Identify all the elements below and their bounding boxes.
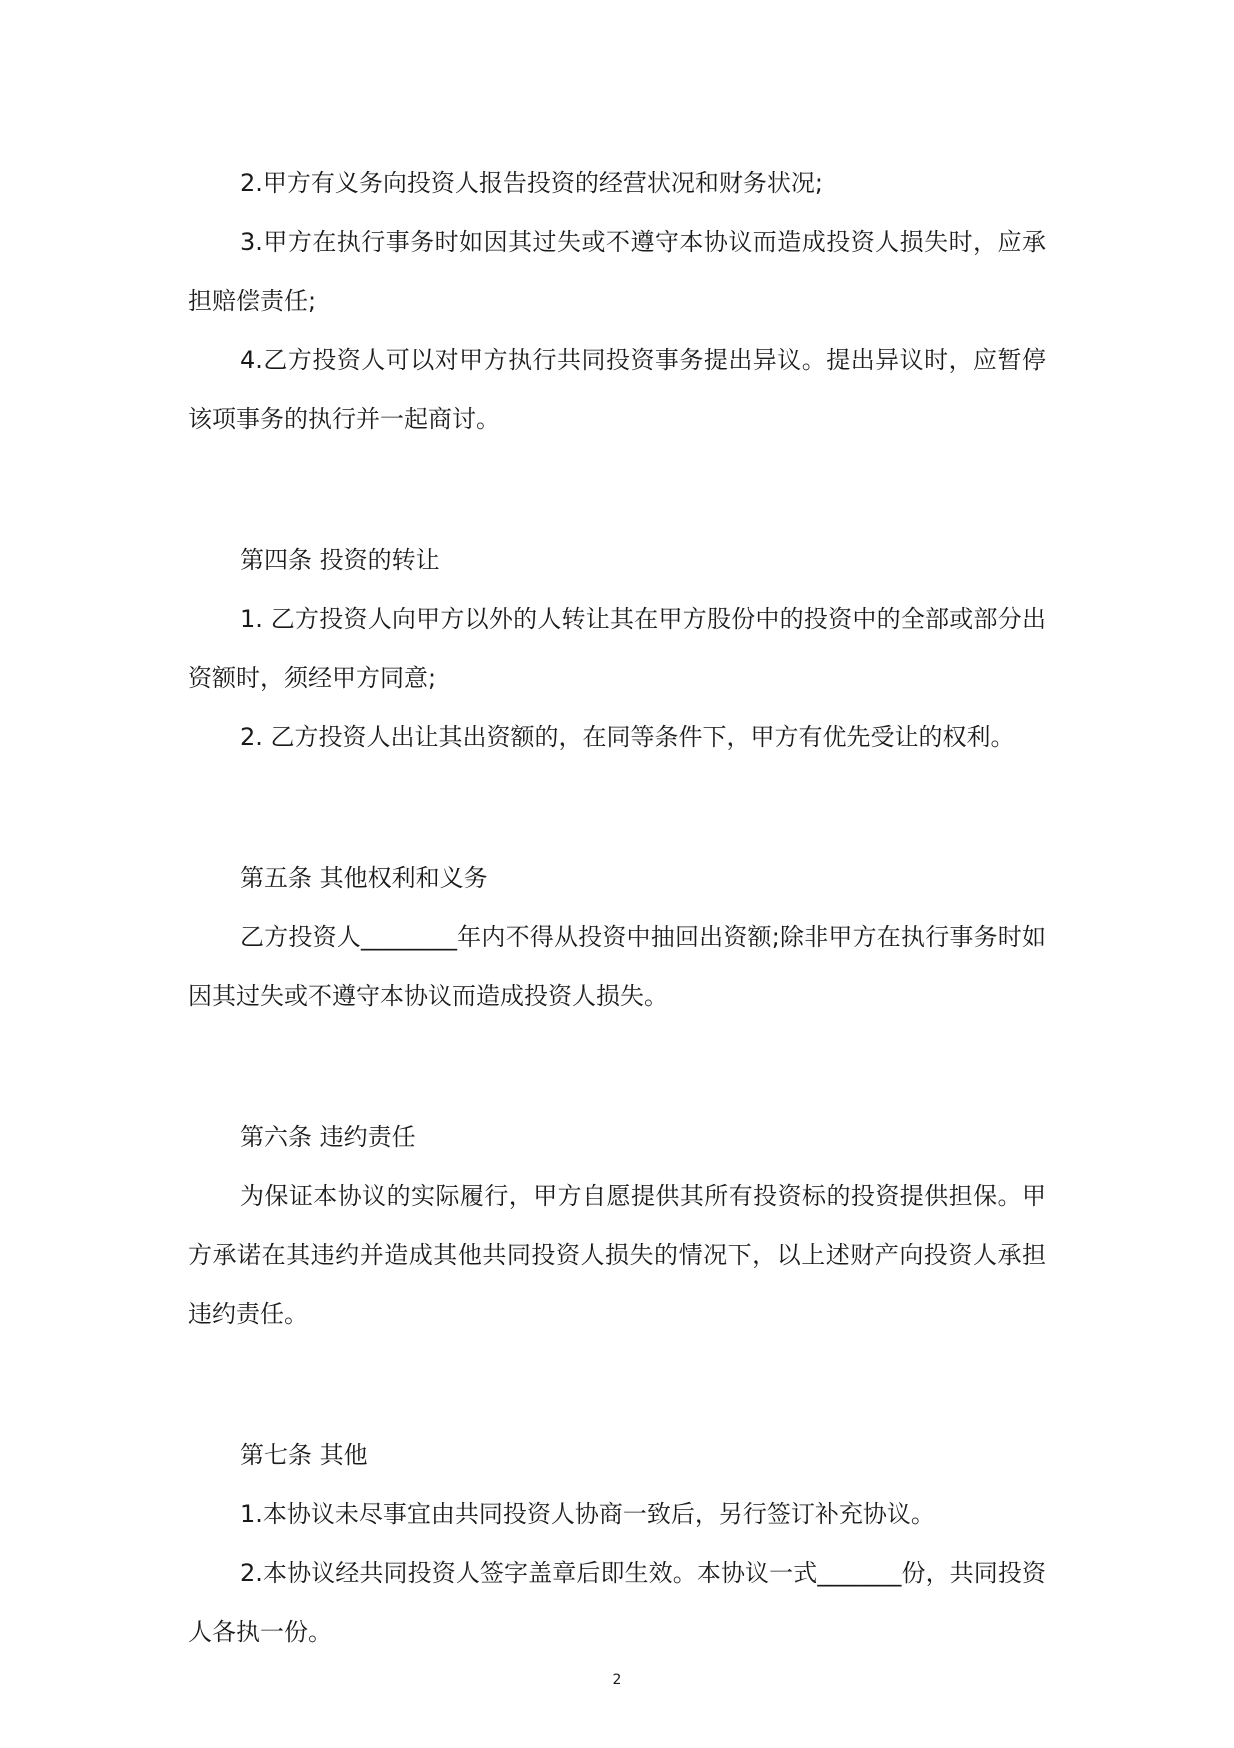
article-6-section bbox=[188, 1108, 1046, 1344]
article-7-heading: 第七条 其他 bbox=[240, 1441, 368, 1469]
article-7-item-2: 2.本协议经共同投资人签字盖章后即生效。本协议一式_______份，共同投资人各执一份。 bbox=[188, 1559, 1046, 1646]
article-4-item-2: 2. 乙方投资人出让其出资额的，在同等条件下，甲方有优先受让的权利。 bbox=[240, 723, 1015, 751]
article-3-item-2: 2.甲方有义务向投资人报告投资的经营状况和财务状况; bbox=[240, 169, 823, 197]
section-spacer bbox=[188, 1344, 1046, 1426]
article-5-section bbox=[188, 849, 1046, 1026]
article-3-item-4: 4.乙方投资人可以对甲方执行共同投资事务提出异议。提出异议时，应暂停该项事务的执行并一起商讨。 bbox=[188, 346, 1046, 433]
article-6-item-1: 为保证本协议的实际履行，甲方自愿提供其所有投资标的投资提供担保。甲方承诺在其违约并造成其他共同投资人损失的情况下，以上述财产向投资人承担违约责任。 bbox=[188, 1182, 1046, 1328]
article-5-heading: 第五条 其他权利和义务 bbox=[240, 864, 488, 892]
section-spacer bbox=[188, 1026, 1046, 1108]
section-spacer bbox=[188, 449, 1046, 531]
article-7-section bbox=[188, 1426, 1046, 1662]
article-5-item-1: 乙方投资人________年内不得从投资中抽回出资额;除非甲方在执行事务时如因其过失或不遵守本协议而造成投资人损失。 bbox=[188, 923, 1046, 1010]
article-7-item-1: 1.本协议未尽事宜由共同投资人协商一致后，另行签订补充协议。 bbox=[240, 1500, 935, 1528]
article-3-section bbox=[188, 154, 1046, 449]
article-4-heading: 第四条 投资的转让 bbox=[240, 546, 440, 574]
article-6-heading: 第六条 违约责任 bbox=[240, 1123, 416, 1151]
article-4-item-1: 1. 乙方投资人向甲方以外的人转让其在甲方股份中的投资中的全部或部分出资额时，须经甲方同意; bbox=[188, 605, 1046, 692]
article-4-section bbox=[188, 531, 1046, 767]
article-3-item-3: 3.甲方在执行事务时如因其过失或不遵守本协议而造成投资人损失时，应承担赔偿责任; bbox=[188, 228, 1046, 315]
page-number: 2 bbox=[612, 1672, 622, 1688]
document-body bbox=[188, 154, 1046, 1662]
section-spacer bbox=[188, 767, 1046, 849]
